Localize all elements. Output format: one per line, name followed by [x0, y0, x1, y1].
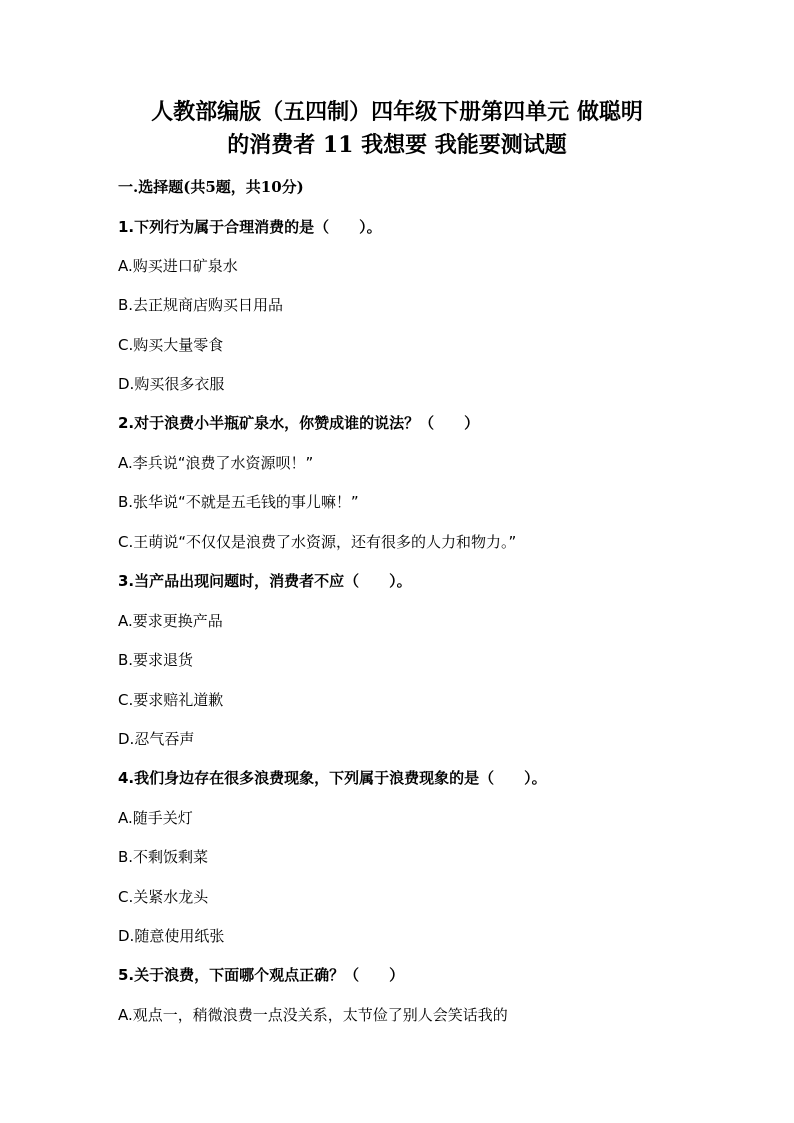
question-1-stem: 1.下列行为属于合理消费的是（ ）。: [118, 218, 382, 236]
question-5-option-a: A.观点一，稍微浪费一点没关系，太节俭了别人会笑话我的: [118, 1006, 508, 1024]
document-title-line-1: 人教部编版（五四制）四年级下册第四单元 做聪明: [151, 99, 643, 125]
question-3-stem: 3.当产品出现问题时，消费者不应（ ）。: [118, 572, 412, 590]
question-3-option-c: C.要求赔礼道歉: [118, 691, 224, 709]
question-5-stem: 5.关于浪费，下面哪个观点正确？（ ）: [118, 966, 405, 984]
question-3-option-b: B.要求退货: [118, 651, 194, 669]
question-4-stem: 4.我们身边存在很多浪费现象，下列属于浪费现象的是（ ）。: [118, 769, 547, 787]
question-4-option-c: C.关紧水龙头: [118, 888, 209, 906]
question-4-option-d: D.随意使用纸张: [118, 927, 225, 945]
question-2-stem: 2.对于浪费小半瓶矿泉水，你赞成谁的说法？（ ）: [118, 414, 480, 432]
question-1-option-c: C.购买大量零食: [118, 336, 224, 354]
question-2-option-c: C.王萌说“不仅仅是浪费了水资源，还有很多的人力和物力。”: [118, 533, 517, 551]
question-4-option-b: B.不剩饭剩菜: [118, 848, 209, 866]
question-1-option-b: B.去正规商店购买日用品: [118, 296, 284, 314]
question-1-option-a: A.购买进口矿泉水: [118, 257, 238, 275]
question-3-option-a: A.要求更换产品: [118, 612, 223, 630]
question-3-option-d: D.忍气吞声: [118, 730, 195, 748]
question-4-option-a: A.随手关灯: [118, 809, 193, 827]
question-2-option-b: B.张华说“不就是五毛钱的事儿嘛！”: [118, 493, 359, 511]
document-title-line-2: 的消费者 11 我想要 我能要测试题: [227, 132, 567, 158]
question-2-option-a: A.李兵说“浪费了水资源呗！”: [118, 454, 314, 472]
question-1-option-d: D.购买很多衣服: [118, 375, 225, 393]
section-heading: 一.选择题(共5题，共10分): [118, 178, 304, 196]
